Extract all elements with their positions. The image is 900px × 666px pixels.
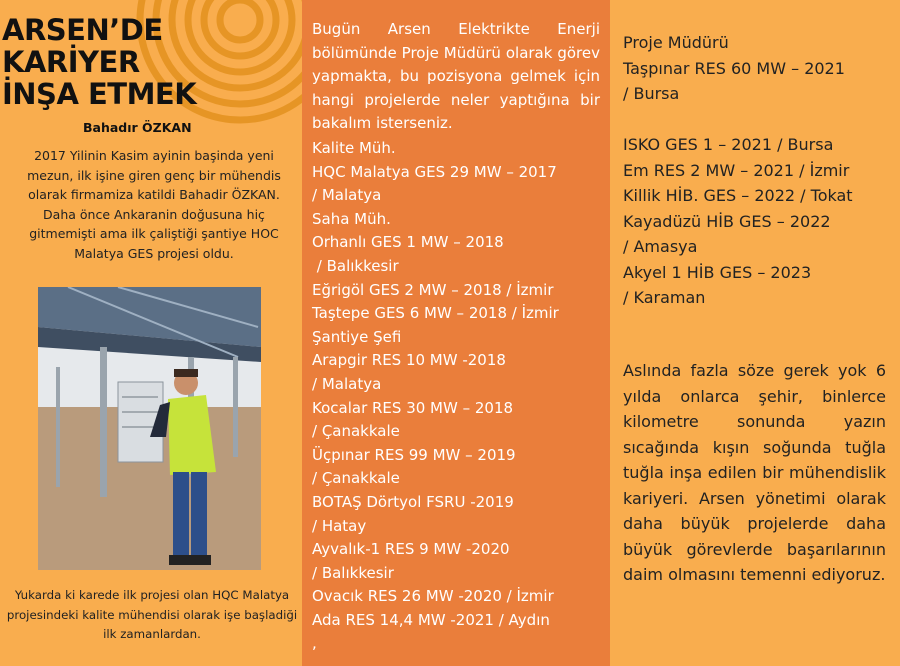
list-item: BOTAŞ Dörtyol FSRU -2019 <box>312 492 514 511</box>
list-item: Ada RES 14,4 MW -2021 / Aydın <box>312 610 550 629</box>
list-item: Kayadüzü HİB GES – 2022 <box>623 211 831 231</box>
list-item: Ovacık RES 26 MW -2020 / İzmir <box>312 587 554 606</box>
solar-site-illustration <box>38 287 261 570</box>
photo-caption: Yukarda ki karede ilk projesi olan HQC Malatya projesindeki kalite mühendisi olarak işe başladiği ilk zamanlardan. <box>6 588 298 641</box>
list-item: Arapgir RES 10 MW -2018 <box>312 351 506 370</box>
list-item: / Balıkkesir <box>312 563 394 582</box>
list-item: Kocalar RES 30 MW – 2018 <box>312 398 514 417</box>
list-item: Em RES 2 MW – 2021 / İzmir <box>623 160 850 180</box>
title-line-3: İNŞA ETMEK <box>2 77 197 111</box>
title-line-2: KARİYER <box>2 45 140 79</box>
author-name: Bahadır ÖZKAN <box>83 120 192 135</box>
left-column <box>0 0 302 666</box>
list-item: Taştepe GES 6 MW – 2018 / İzmir <box>312 304 559 323</box>
list-item: ISKO GES 1 – 2021 / Bursa <box>623 135 834 154</box>
list-item: Saha Müh. <box>312 209 391 228</box>
intro-paragraph: 2017 Yilinin Kasim ayinin başinda yeni mezun, ilk işine giren genç bir mühendis olarak firmamiza katildi Bahadir ÖZKAN. Daha önce Ankaranin doğusuna hiç gitmemişti ama ilk çaliştiği şantiye HOC Malatya GES projesi oldu. <box>27 148 281 261</box>
list-item: / Amasya <box>623 237 698 256</box>
career-list-right <box>623 30 886 311</box>
page-title <box>2 14 196 110</box>
list-item: / Malatya <box>312 186 382 205</box>
list-item: , <box>312 634 317 653</box>
career-list-middle <box>312 137 602 656</box>
middle-column <box>302 0 610 666</box>
list-item: Ayvalık-1 RES 9 MW -2020 <box>312 540 510 559</box>
career-intro: Bugün Arsen Elektrikte Enerji bölümünde Proje Müdürü olarak görev yapmakta, bu pozisyona gelmek için hangi projelerde neler yaptığına bir bakalım isterseniz. <box>312 20 600 133</box>
list-item: Orhanlı GES 1 MW – 2018 <box>312 233 504 252</box>
list-item: Killik HİB. GES – 2022 / Tokat <box>623 186 853 205</box>
list-item: Eğrigöl GES 2 MW – 2018 / İzmir <box>312 280 554 299</box>
list-item: Şantiye Şefi <box>312 327 402 346</box>
list-item: / Çanakkale <box>312 469 400 488</box>
list-item: Taşpınar RES 60 MW – 2021 <box>623 58 845 78</box>
list-item: HQC Malatya GES 29 MW – 2017 <box>312 162 557 181</box>
list-item: / Karaman <box>623 288 706 307</box>
right-column <box>610 0 900 666</box>
closing-paragraph: Aslında fazla söze gerek yok 6 yılda onlarca şehir, binlerce kilometre sonunda yazın sıcağında kışın soğunda tuğla tuğla inşa edilen bir mühendislik kariyeri. Arsen yönetimi olarak daha büyük projelerde daha büyük görevlerde başarılarının daim olmasını temenni ediyoruz. <box>623 361 886 584</box>
list-item: / Hatay <box>312 516 367 535</box>
engineer-photo <box>38 287 261 570</box>
list-item: Kalite Müh. <box>312 139 396 157</box>
list-item: / Çanakkale <box>312 422 400 441</box>
list-item: Üçpınar RES 99 MW – 2019 <box>312 445 516 464</box>
list-spacer <box>623 107 886 133</box>
list-item: / Malatya <box>312 374 382 393</box>
list-item: / Bursa <box>623 84 680 103</box>
list-item: / Balıkkesir <box>312 256 399 275</box>
list-item: Akyel 1 HİB GES – 2023 <box>623 262 812 282</box>
title-line-1: ARSEN’DE <box>2 13 163 47</box>
list-item: Proje Müdürü <box>623 33 729 52</box>
